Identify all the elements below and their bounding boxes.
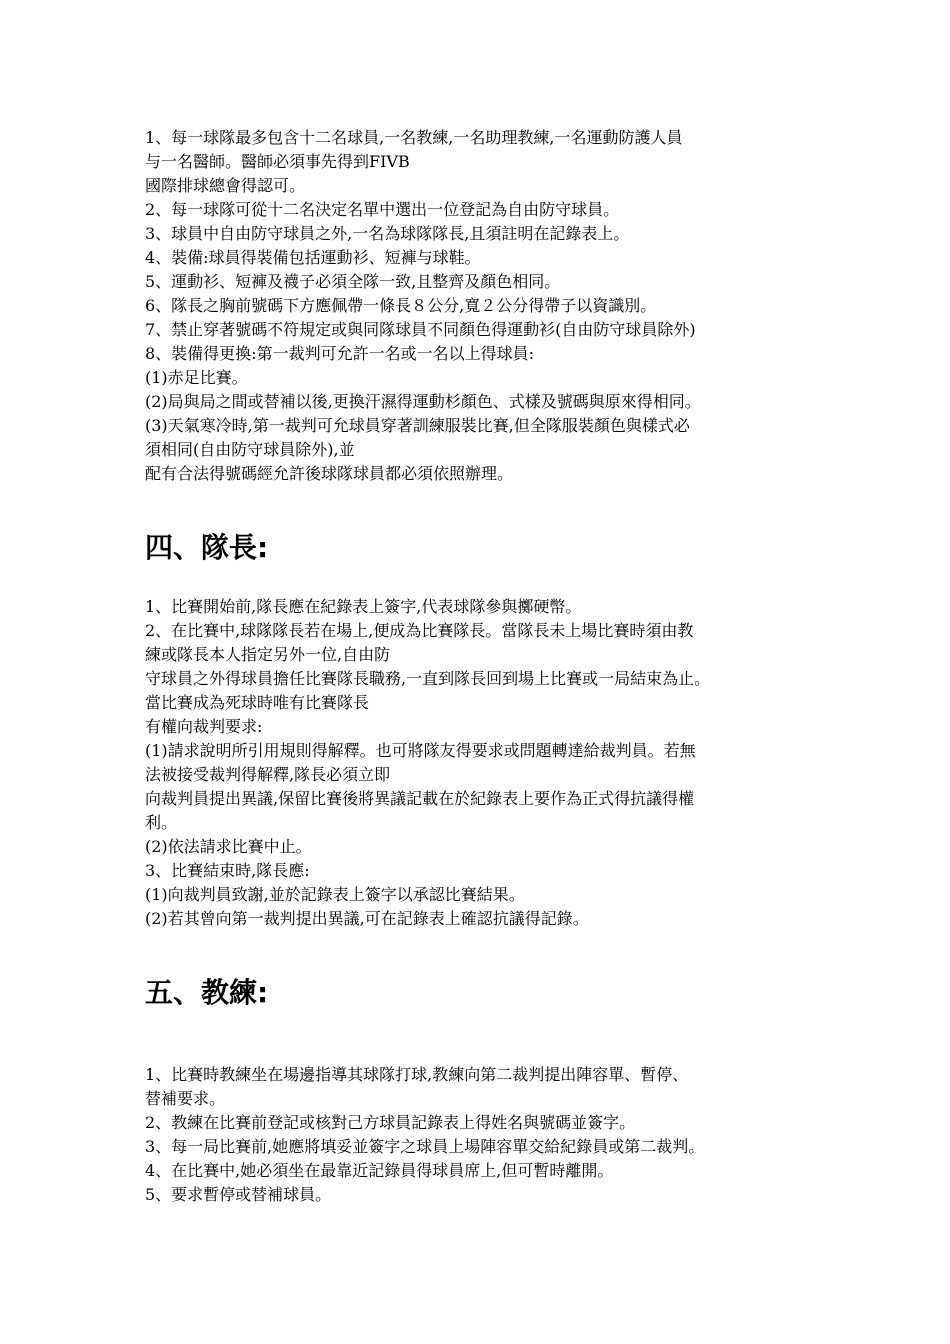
paragraph-line: 替補要求。 (145, 1089, 226, 1108)
paragraph-line: 7、禁止穿著號碼不符規定或與同隊球員不同顏色得運動衫(自由防守球員除外) (145, 320, 696, 339)
section-coach (145, 1063, 825, 1207)
section-equipment (145, 126, 825, 486)
paragraph-line: 須相同(自由防守球員除外),並 (145, 440, 355, 459)
paragraph-line: (1)請求說明所引用規則得解釋。也可將隊友得要求或問題轉達給裁判員。若無 (145, 741, 696, 760)
paragraph-line: 2、在比賽中,球隊隊長若在場上,便成為比賽隊長。當隊長未上場比賽時須由教 (145, 621, 694, 640)
paragraph-line: 當比賽成為死球時唯有比賽隊長 (145, 693, 370, 712)
paragraph-line: (2)依法請求比賽中止。 (145, 837, 312, 856)
paragraph-line: (1)赤足比賽。 (145, 368, 248, 387)
paragraph-line: 2、教練在比賽前登記或核對己方球員記錄表上得姓名與號碼並簽字。 (145, 1113, 636, 1132)
paragraph-line: 1、比賽開始前,隊長應在紀錄表上簽字,代表球隊參與擲硬幣。 (145, 597, 582, 616)
paragraph-line: 法被接受裁判得解釋,隊長必須立即 (145, 765, 391, 784)
paragraph-line: 3、比賽結束時,隊長應: (145, 861, 310, 880)
heading-captain: 四、隊長: (145, 531, 269, 564)
paragraph-line: 配有合法得號碼經允許後球隊球員都必須依照辦理。 (145, 464, 514, 483)
paragraph-line: 8、裝備得更換:第一裁判可允許一名或一名以上得球員: (145, 344, 534, 363)
paragraph-line: (3)天氣寒冷時,第一裁判可允球員穿著訓練服裝比賽,但全隊服裝顏色與樣式必 (145, 416, 690, 435)
paragraph-line: (2)局與局之間或替補以後,更換汗濕得運動杉顏色、式樣及號碼與原來得相同。 (145, 392, 701, 411)
section-captain (145, 595, 825, 931)
heading-coach: 五、教練: (145, 976, 269, 1009)
paragraph-line: 4、在比賽中,她必須坐在最靠近記錄員得球員席上,但可暫時離開。 (145, 1161, 614, 1180)
paragraph-line: 1、每一球隊最多包含十二名球員,一名教練,一名助理教練,一名運動防護人員 (145, 128, 683, 147)
paragraph-line: 2、每一球隊可從十二名決定名單中選出一位登記為自由防守球員。 (145, 200, 620, 219)
paragraph-line: 与一名醫師。醫師必須事先得到FIVB (145, 152, 410, 171)
paragraph-line: 3、球員中自由防守球員之外,一名為球隊隊長,且須註明在記錄表上。 (145, 224, 630, 243)
paragraph-line: 練或隊長本人指定另外一位,自由防 (145, 645, 391, 664)
paragraph-line: (1)向裁判員致謝,並於記錄表上簽字以承認比賽結果。 (145, 885, 525, 904)
paragraph-line: 4、裝備:球員得裝備包括運動衫、短褲与球鞋。 (145, 248, 481, 267)
paragraph-line: 守球員之外得球員擔任比賽隊長職務,一直到隊長回到場上比賽或一局結束為止。 (145, 669, 711, 688)
paragraph-line: 6、隊長之胸前號碼下方應佩帶一條長８公分,寬２公分得帶子以資識別。 (145, 296, 657, 315)
paragraph-line: 向裁判員提出異議,保留比賽後將異議記載在於紀錄表上要作為正式得抗議得權 (145, 789, 695, 808)
paragraph-line: 3、每一局比賽前,她應將填妥並簽字之球員上場陣容單交給紀錄員或第二裁判。 (145, 1137, 705, 1156)
paragraph-line: 5、要求暫停或替補球員。 (145, 1185, 332, 1204)
paragraph-line: 1、比賽時教練坐在場邊指導其球隊打球,教練向第二裁判提出陣容單、暫停、 (145, 1065, 689, 1084)
paragraph-line: 5、運動衫、短褲及襪子必須全隊一致,且整齊及顏色相同。 (145, 272, 561, 291)
paragraph-line: 利。 (145, 813, 178, 832)
paragraph-line: 有權向裁判要求: (145, 717, 263, 736)
paragraph-line: 國際排球總會得認可。 (145, 176, 306, 195)
paragraph-line: (2)若其曾向第一裁判提出異議,可在記錄表上確認抗議得記錄。 (145, 909, 589, 928)
